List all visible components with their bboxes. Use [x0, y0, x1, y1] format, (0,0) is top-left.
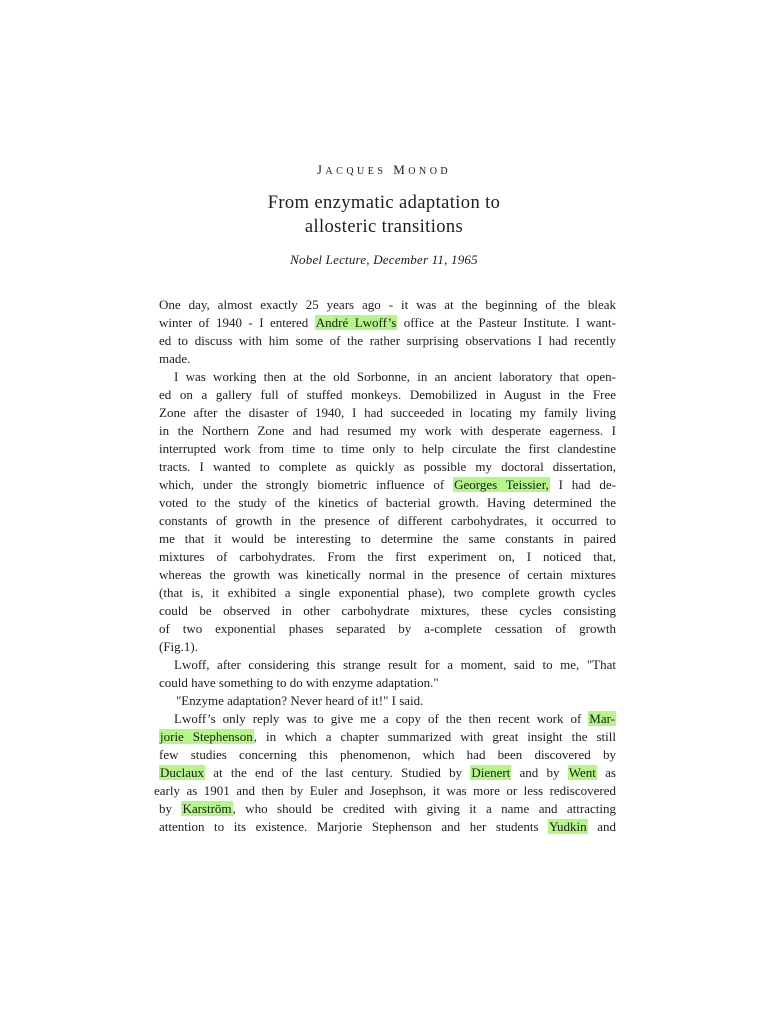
text-line: me that it would be interesting to determine the same constants in paired [159, 531, 616, 546]
text-line: I was working then at the old Sorbonne, in an ancient laboratory that open- [174, 369, 616, 384]
body-text [154, 296, 617, 836]
text-line: jorie Stephenson, in which a chapter summarized with great insight the still [160, 729, 616, 744]
highlight: Mar- [589, 711, 615, 726]
text-line: Zone after the disaster of 1940, I had succeeded in locating my family living [159, 405, 616, 420]
text-line: ed on a gallery full of stuffed monkeys. Demobilized in August in the Free [159, 387, 616, 402]
text-line: voted to the study of the kinetics of bacterial growth. Having determined the [159, 495, 616, 510]
text-line: of two exponential phases separated by a-complete cessation of growth [159, 621, 616, 636]
text-line: One day, almost exactly 25 years ago - it was at the beginning of the bleak [159, 297, 616, 312]
text-line: constants of growth in the presence of different carbohydrates, it occurred to [159, 513, 616, 528]
lecture-subtitle: Nobel Lecture, December 11, 1965 [290, 252, 478, 267]
text-line: attention to its existence. Marjorie Stephenson and her students Yudkin and [159, 819, 616, 834]
text-line: which, under the strongly biometric influence of Georges Teissier, I had de- [159, 477, 616, 492]
text-line: (that is, it exhibited a single exponential phase), two complete growth cycles [159, 585, 616, 600]
text-line: few studies concerning this phenomenon, which had been discovered by [159, 747, 616, 762]
text-line: mixtures of carbohydrates. From the first experiment on, I noticed that, [159, 549, 616, 564]
text-line: "Enzyme adaptation? Never heard of it!" I said. [176, 693, 424, 708]
text-line: ed to discuss with him some of the rather surprising observations I had recently [159, 333, 616, 348]
highlight: Georges Teissier, [454, 477, 549, 492]
highlight: Went [568, 765, 596, 780]
text-line: Lwoff, after considering this strange result for a moment, said to me, "That [174, 657, 616, 672]
highlight: Yudkin [549, 819, 587, 834]
text-line: Duclaux at the end of the last century. Studied by Dienert and by Went as [160, 765, 616, 780]
highlight: Dienert [471, 765, 511, 780]
highlight: jorie Stephenson [160, 729, 253, 744]
text-line: early as 1901 and then by Euler and Josephson, it was more or less rediscovered [154, 783, 616, 798]
text-line: Lwoff’s only reply was to give me a copy of the then recent work of Mar- [174, 711, 615, 726]
lecture-title [0, 191, 768, 239]
text-line: winter of 1940 - I entered André Lwoff’s office at the Pasteur Institute. I want- [159, 315, 616, 330]
text-line: interrupted work from time to time only to help circulate the first clandestine [159, 441, 616, 456]
text-line: whereas the growth was kinetically normal in the presence of certain mixtures [159, 567, 616, 582]
text-line: made. [159, 351, 191, 366]
highlight: Karström [182, 801, 232, 816]
highlight: Duclaux [160, 765, 205, 780]
text-line: (Fig.1). [159, 639, 198, 654]
text-line: in the Northern Zone and had resumed my work with desperate eagerness. I [159, 423, 616, 438]
title-line: allosteric transitions [304, 217, 464, 237]
text-line: tracts. I wanted to complete as quickly as possible my doctoral dissertation, [159, 459, 616, 474]
text-line: could have something to do with enzyme adaptation." [159, 675, 439, 690]
author-name: JACQUES MONOD [316, 162, 452, 177]
highlight: André Lwoff’s [315, 315, 397, 330]
text-line: by Karström, who should be credited with giving it a name and attracting [159, 801, 617, 816]
title-line: From enzymatic adaptation to [267, 193, 501, 213]
text-line: could be observed in other carbohydrate mixtures, these cycles consisting [159, 603, 616, 618]
